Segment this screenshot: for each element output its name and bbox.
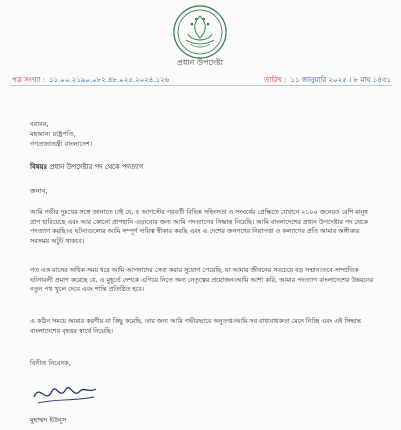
government-emblem-icon: [172, 4, 228, 60]
emblem-caption: প্রধান উপদেষ্টা: [176, 58, 224, 67]
salutation: জনাব,: [30, 187, 48, 195]
signer-name: মুহাম্মদ ইউনূস: [30, 416, 67, 424]
recipient-line: মহামান্য রাষ্ট্রপতি,: [30, 130, 76, 138]
subject-text: প্রধান উপদেষ্টার পদ থেকে পদত্যাগ: [49, 163, 144, 171]
memo-value: ১১.০০.২১৯০.০৮২.৪৮.০২৫.২০২৪.১২৬: [49, 76, 170, 84]
body-paragraph: এ কঠিন সময়ে আমার করণীয় যা কিছু করেছি, তার জন্য আমি গভীরভাবে অনুতপ্ত।আমি সব বাধ্যবাধকতা মেনে নিচ্ছি এবং এই সিদ্ধান্ত বাংলাদেশের বৃহত্তর স্বার্থে নিয়েছি।: [30, 318, 362, 335]
subject-label: বিষয়ঃ: [30, 163, 48, 171]
body-paragraph: গত এক মাসের অধিক সময় ধরে আমি আপনাদের সেবা করার সুযোগ পেয়েছি, যা আমার জীবনের সবচেয়ে বড় সম্মান।তবে সাম্প্রতিক ঘটনাবলী প্রমাণ করেছে যে, এ মুহূর্তে দেশকে এগিয়ে নিতে অন্য নেতৃত্বের প্রয়োজন।আমি আশা করি, আমার পদত্যাগ বাংলাদেশের উন্নয়নের নতুন পথ খুলে দেবে এবং শান্তি প্রতিষ্ঠিত হবে।: [30, 267, 374, 293]
date-value: ১১ জানুয়ারি ২০২৫ । ৮ মাঘ ১৪৩১: [290, 76, 391, 84]
recipient-line: বরাবর,: [30, 120, 49, 128]
date-label: তারিখ :: [264, 76, 287, 84]
header-divider: [10, 85, 392, 86]
memo-label: পত্র সংখ্যা :: [12, 76, 45, 84]
closing-text: বিনীত নিবেদক,: [30, 359, 71, 367]
body-paragraph: আমি গভীর দুঃখের সঙ্গে জানাতে চাই যে, ৫ আগস্টের পরবর্তী বিভিন্ন সহিংসতা ও সংঘর্ষের প্রেক্ষিতে যেখানে ২১০০ জনেরও বেশি মানুষ প্রাণ হারিয়েছে এবং আর কোনো প্রাণহানি এড়ানোর জন্য আমি পদত্যাগের সিদ্ধান্ত নিয়েছি। আমি বাংলাদেশের প্রধান উপদেষ্টার পদ থেকে পদত্যাগ করছি।এ ঘটনাগুলোর আমি সম্পূর্ণ দায়িত্ব স্বীকার করছি এবং এ দেশের জনগণের নিরাপত্তা ও কল্যাণের প্রতি আমার অঙ্গীকার সবসময় অটুট থাকবে।: [30, 209, 368, 245]
subject-line: [30, 161, 143, 173]
signature-icon: [30, 375, 100, 409]
recipient-line: গণপ্রজাতন্ত্রী বাংলাদেশ।: [30, 140, 93, 148]
